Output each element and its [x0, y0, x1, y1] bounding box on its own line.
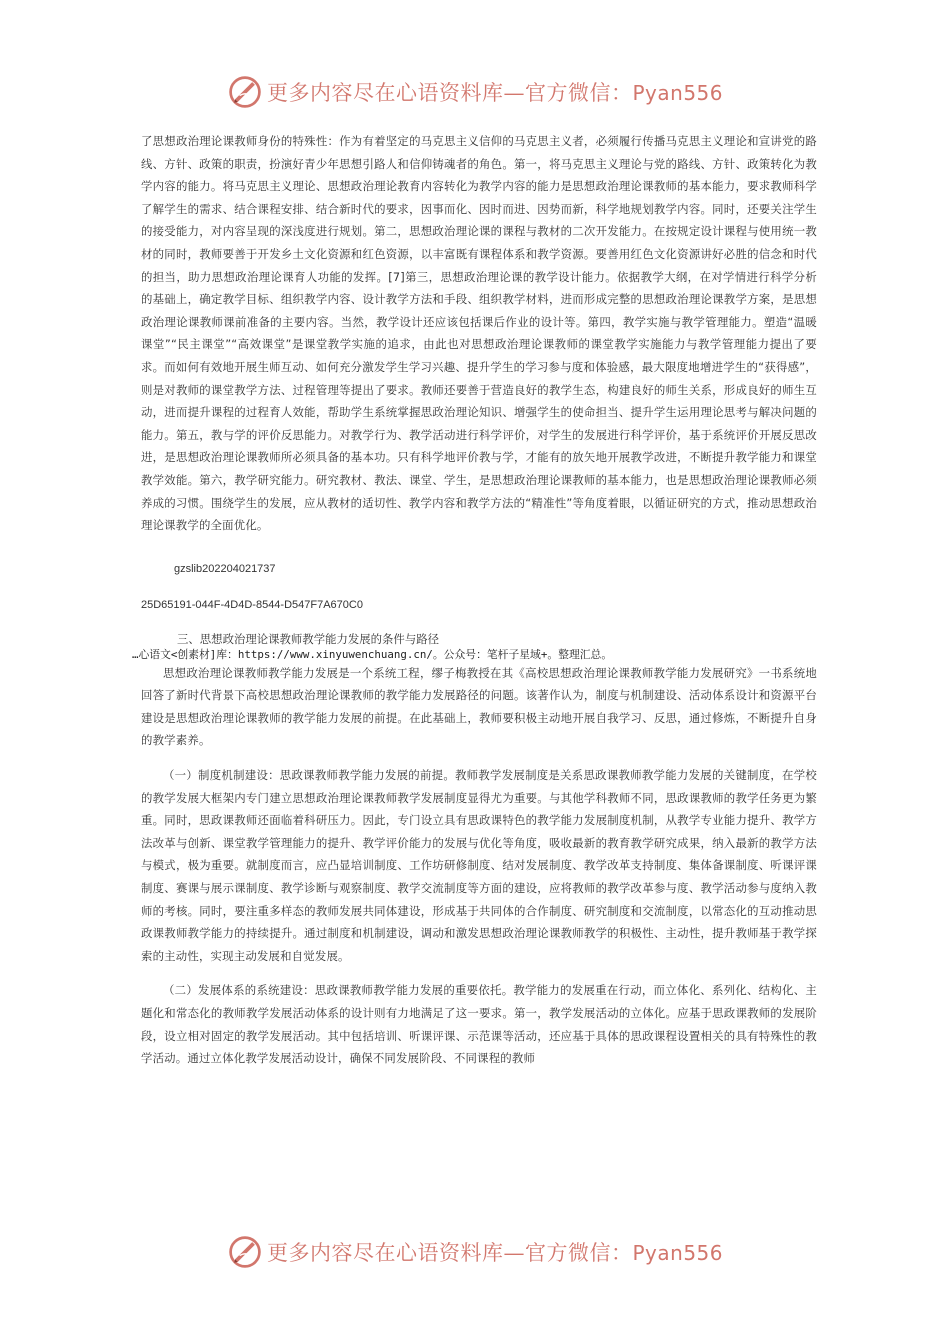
- banner-text: 更多内容尽在心语资料库—官方微信：Pyan556: [266, 1241, 723, 1265]
- paragraph-2: 思想政治理论课教师教学能力发展是一个系统工程，缪子梅教授在其《高校思想政治理论课教师教学能力发展研究》一书系统地回答了新时代背景下高校思想政治理论课教师的教学能力发展路径的问题。该著作认为，制度与机制建设、活动体系设计和资源平台建设是思想政治理论课教师的教学能力发展的前提。在此基础上，教师要积极主动地开展自我学习、反思，通过修炼，不断提升自身的教学素养。: [141, 665, 817, 748]
- document-code-2: 25D65191-044F-4D4D-8544-D547F7A670C0: [141, 598, 363, 611]
- pen-book-logo-icon: [227, 74, 263, 110]
- banner-text: 更多内容尽在心语资料库—官方微信：Pyan556: [266, 81, 723, 105]
- wechat-id: Pyan556: [632, 1241, 723, 1265]
- paragraph-3: （一）制度机制建设：思政课教师教学能力发展的前提。教师教学发展制度是关系思政课教师教学能力发展的关键制度，在学校的教学发展大框架内专门建立思想政治理论课教师教学发展制度显得尤为重要。与其他学科教师不同，思政课教师的教学任务更为繁重。同时，思政课教师还面临着科研压力。因此，专门设立具有思政课特色的教学能力发展制度机制，从教学专业能力提升、教学方法改革与创新、课堂教学管理能力的提升、教学评价能力的发展与优化等角度，吸收最新的教育教学研究成果，纳入最新的教学方法与模式，极为重要。就制度而言，应凸显培训制度、工作坊研修制度、结对发展制度、教学改革支持制度、集体备课制度、听课评课制度、赛课与展示课制度、教学诊断与观察制度、教学交流制度等方面的建设，应将教师的教学改革参与度、教学活动参与度纳入教师的考核。同时，要注重多样态的教师发展共同体建设，形成基于共同体的合作制度、研究制度和交流制度，以常态化的互动推动思政课教师教学能力的持续提升。通过制度和机制建设，调动和激发思想政治理论课教师教学的积极性、主动性，提升教师基于教学探索的主动性，实现主动发展和自觉发展。: [141, 768, 817, 963]
- source-note: …心语文<创素材]库：https://www.xinyuwenchuang.cn/。公众号：笔杆子星域+。整理汇总。: [132, 647, 613, 661]
- footer-banner: [0, 1232, 950, 1272]
- paragraph-1: 了思想政治理论课教师身份的特殊性：作为有着坚定的马克思主义信仰的马克思主义者，必须履行传播马克思主义理论和宣讲党的路线、方针、政策的职责，扮演好青少年思想引路人和信仰铸魂者的角色。第一，将马克思主义理论与党的路线、方针、政策转化为教学内容的能力。将马克思主义理论、思想政治理论教育内容转化为教学内容的能力是思想政治理论课教师的基本能力，要求教师科学了解学生的需求、结合课程安排、结合新时代的要求，因事而化、因时而进、因势而新，科学地规划教学内容。同时，还要关注学生的接受能力，对内容呈现的深浅度进行规划。第二，思想政治理论课的课程与教材的二次开发能力。在按规定设计课程与使用统一教材的同时，教师要善于开发乡土文化资源和红色资源，以丰富既有课程体系和教学资源。要善用红色文化资源讲好必胜的信念和时代的担当，助力思想政治理论课育人功能的发挥。[7]第三，思想政治理论课的教学设计能力。依据教学大纲，在对学情进行科学分析的基础上，确定教学目标、组织教学内容、设计教学方法和手段、组织教学材料，进而形成完整的思想政治理论课教学方案，是思想政治理论课教师课前准备的主要内容。当然，教学设计还应该包括课后作业的设计等。第四，教学实施与教学管理能力。塑造“温暖课堂”“民主课堂”“高效课堂”是课堂教学实施的追求，由此也对思想政治理论课教师的课堂教学实施能力与教学管理能力提出了要求。而如何有效地开展生师互动、如何充分激发学生学习兴趣、提升学生的学习参与度和体验感，最大限度地增进学生的“获得感”，则是对教师的课堂教学方法、过程管理等提出了要求。教师还要善于营造良好的教学生态，构建良好的师生关系，形成良好的师生互动，进而提升课程的过程育人效能，帮助学生系统掌握思政治理论知识、增强学生的使命担当、提升学生运用理论思考与解决问题的能力。第五，教与学的评价反思能力。对教学行为、教学活动进行科学评价，对学生的发展进行科学评价，基于系统评价开展反思改进，是思想政治理论课教师所必须具备的基本功。只有科学地评价教与学，才能有的放矢地开展教学改进，不断提升教学能力和课堂教学效能。第六，教学研究能力。研究教材、教法、课堂、学生，是思想政治理论课教师的基本能力，也是思想政治理论课教师必须养成的习惯。围绕学生的发展，应从教材的适切性、教学内容和教学方法的“精准性”等角度着眼，以循证研究的方式，推动思想政治理论课教学的全面优化。: [141, 134, 817, 533]
- section-3-heading: 三、思想政治理论课教师教学能力发展的条件与路径: [177, 631, 439, 646]
- document-code-1: gzslib202204021737: [174, 562, 276, 575]
- header-banner: [0, 72, 950, 112]
- wechat-id: Pyan556: [632, 81, 723, 105]
- pen-book-logo-icon: [227, 1234, 263, 1270]
- paragraph-4: （二）发展体系的系统建设：思政课教师教学能力发展的重要依托。教学能力的发展重在行动，而立体化、系列化、结构化、主题化和常态化的教师教学发展活动体系的设计则有力地满足了这一要求。第一，教学发展活动的立体化。应基于思政课教师的发展阶段，设立相对固定的教学发展活动。其中包括培训、听课评课、示范课等活动，还应基于具体的思政课程设置相关的具有特殊性的教学活动。通过立体化教学发展活动设计，确保不同发展阶段、不同课程的教师: [141, 983, 817, 1066]
- document-body: [132, 130, 817, 1070]
